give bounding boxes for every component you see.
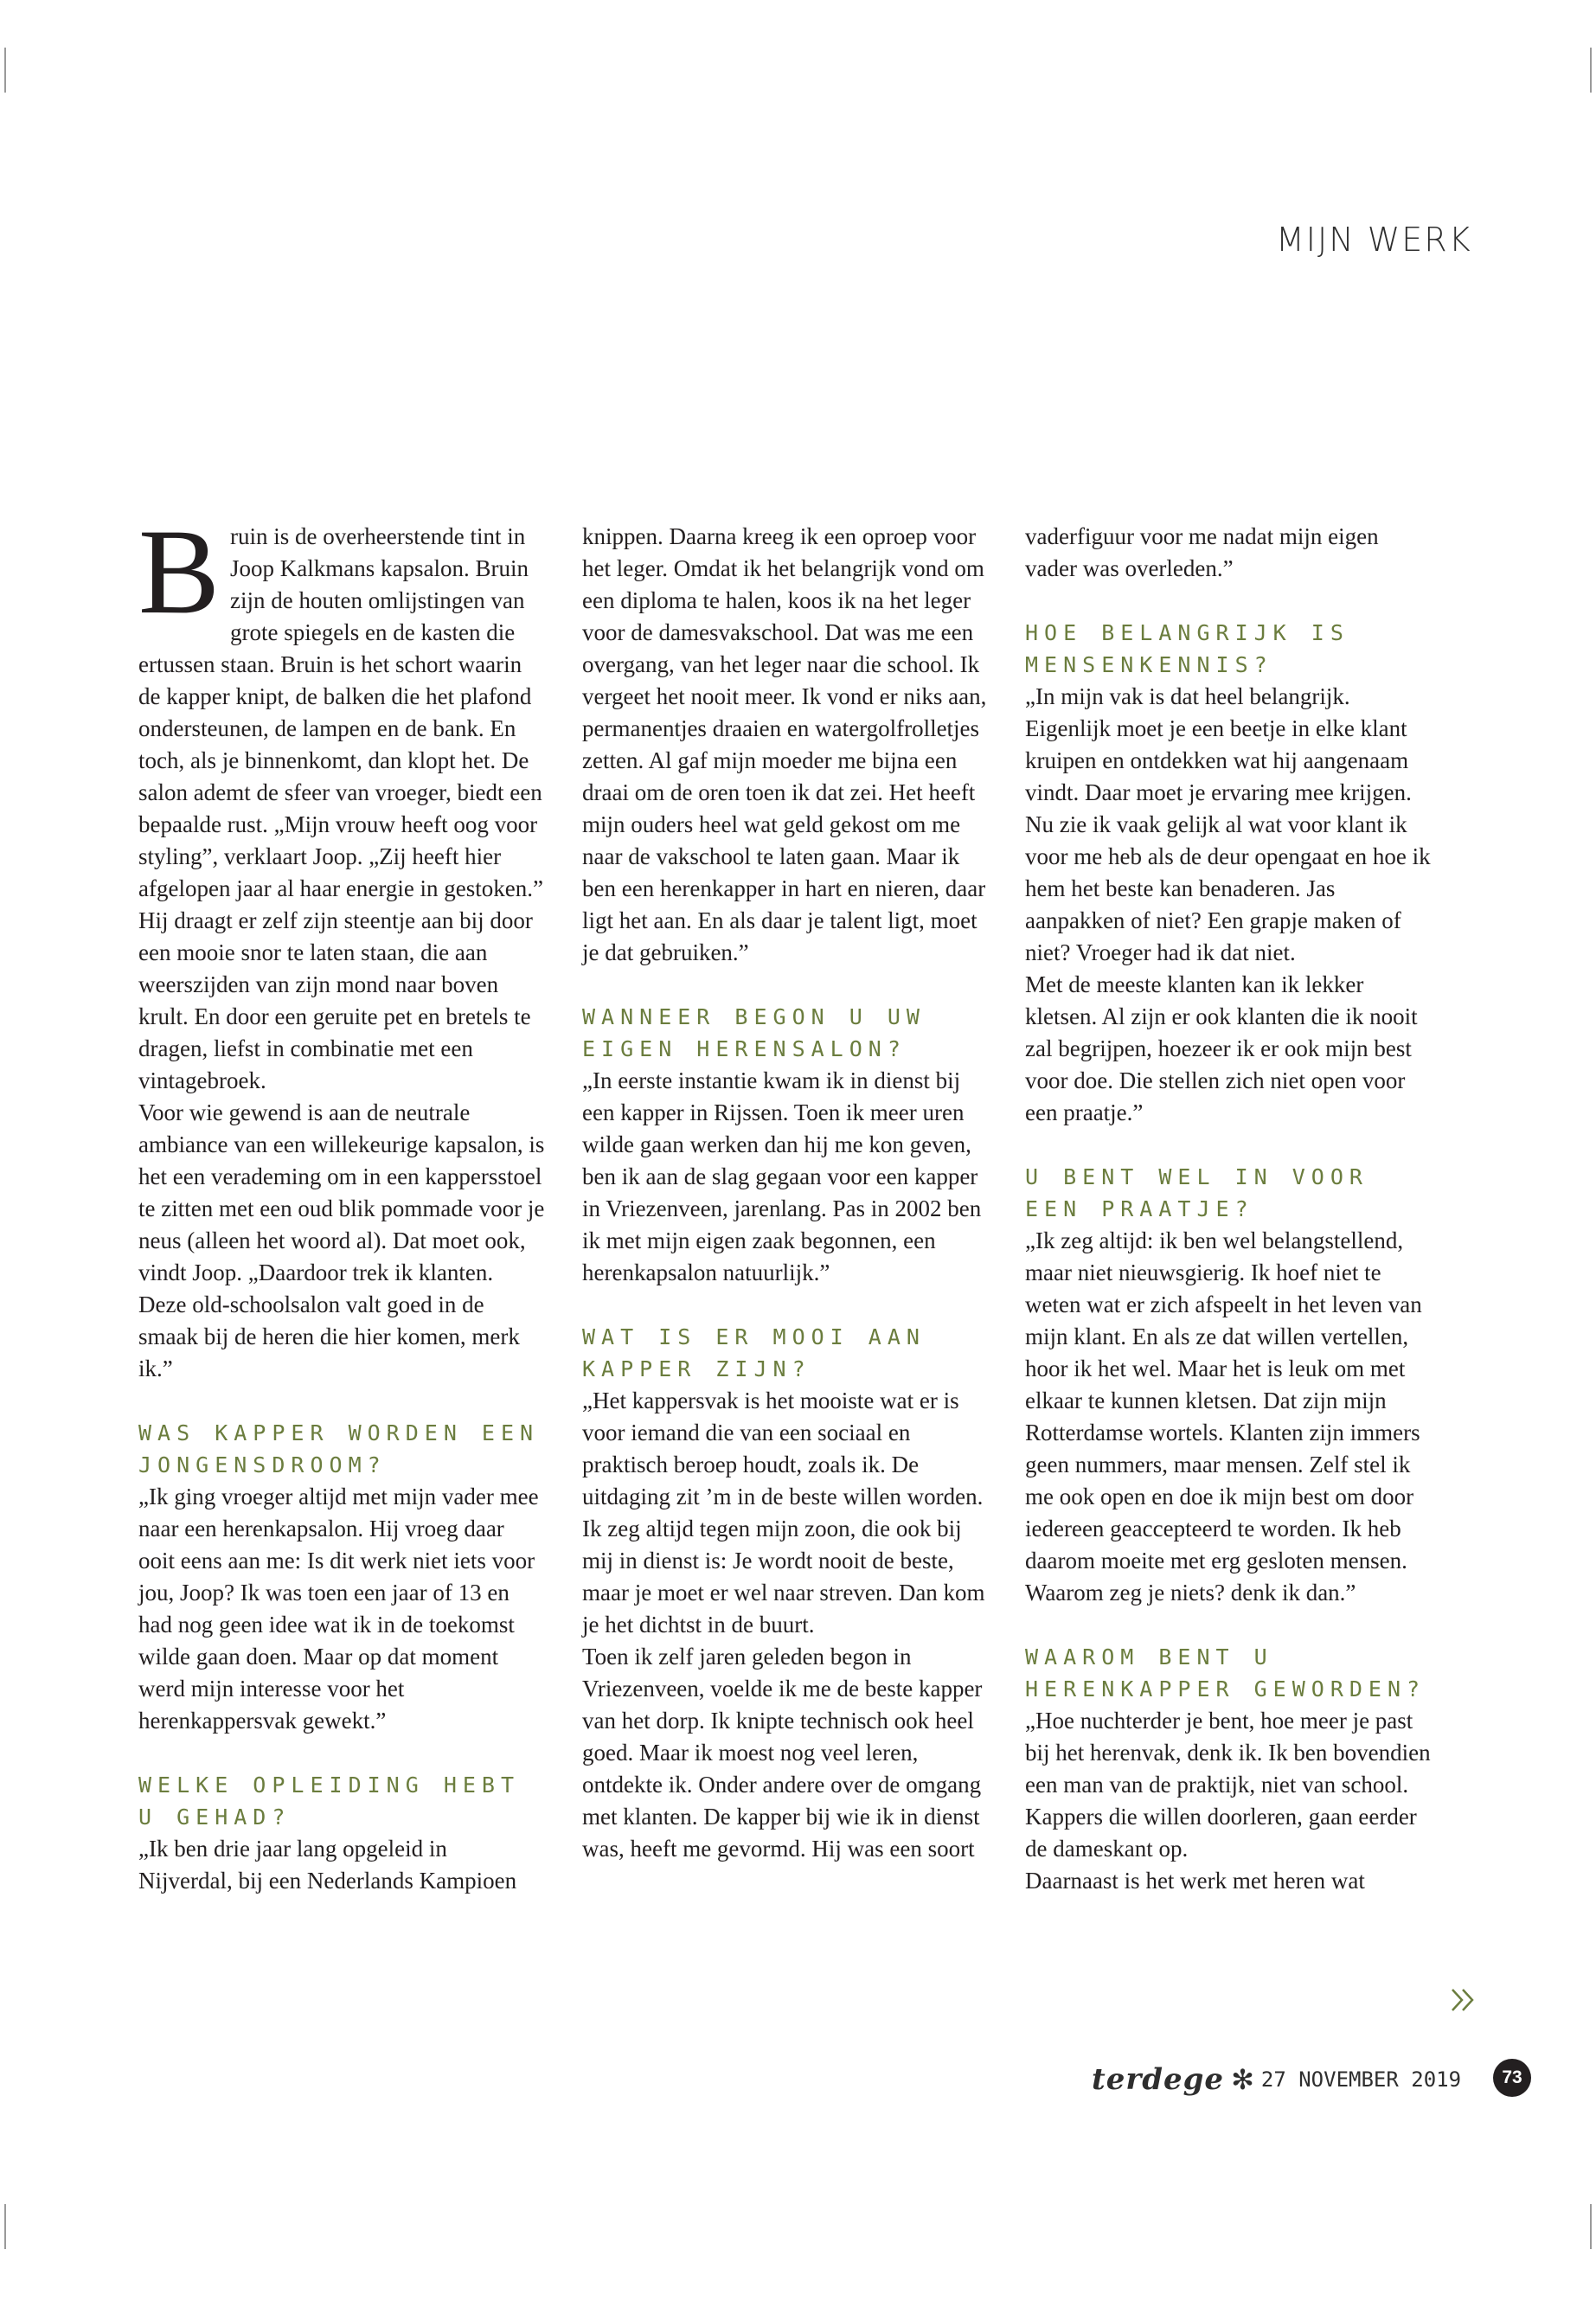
interview-question: HOE BELANGRIJK IS MENSENKENNIS? (1025, 620, 1349, 677)
body-paragraph: Met de meeste klanten kan ik lekker kletsen. Al zijn er ook klanten die ik nooit zal begrijpen, hoezeer ik er ook mijn best voor doe. Die stellen zich niet open voor een praatje.” (1025, 971, 1418, 1125)
interview-question: WANNEER BEGON U UW EIGEN HERENSALON? (582, 1004, 926, 1061)
drop-cap: B (138, 504, 221, 639)
body-text: ruin is de overheerstende tint in Joop Kalkmans kapsalon. Bruin zijn de houten omlijstingen van grote spiegels en de kasten die ertussen staan. Bruin is het schort waarin de kapper knipt, de balken die het plafond ondersteunen, de lampen en de bank. En toch, als je binnenkomt, dan klopt het. De salon ademt de sfeer van vroeger, biedt een bepaalde rust. „Mijn vrouw heeft oog voor styling”, verklaart Joop. „Zij heeft hier afgelopen jaar al haar energie in gestoken.” Hij draagt er zelf zijn steentje aan bij door een mooie snor te laten staan, die aan weerszijden van zijn mond naar boven krult. En door een geruite pet en bretels te dragen, liefst in combinatie met een vintagebroek. (138, 523, 544, 1093)
page-footer (1092, 2057, 1461, 2102)
body-paragraph (138, 504, 545, 1097)
body-paragraph: „In mijn vak is dat heel belangrijk. Eigenlijk moet je een beetje in elke klant kruipen en ontdekken wat hij aangenaam vindt. Daar moet je ervaring mee krijgen. Nu zie ik vaak gelijk al wat voor klant ik voor me heb als de deur opengaat en hoe ik hem het beste kan benaderen. Jas aanpakken of niet? Een grapje maken of niet? Vroeger had ik dat niet. (1025, 683, 1431, 965)
body-paragraph: vaderfiguur voor me nadat mijn eigen vader was overleden.” (1025, 523, 1379, 581)
crop-mark-bottom-left (4, 2204, 6, 2249)
crop-mark-top-left (4, 48, 6, 93)
body-paragraph: „Het kappersvak is het mooiste wat er is voor iemand die van een sociaal en praktisch beroep houdt, zoals ik. De uitdaging zit ’m in de beste willen worden. Ik zeg altijd tegen mijn zoon, die ook bij mij in dienst is: Je wordt nooit de beste, maar je moet er wel naar streven. Dan kom je het dichtst in de buurt. (582, 1388, 985, 1638)
body-paragraph: „Ik zeg altijd: ik ben wel belangstellend, maar niet nieuwsgierig. Ik hoef niet te weten wat er zich afspeelt in het leven van mijn klant. En als ze dat willen vertellen, hoor ik het wel. Maar het is leuk om met elkaar te kunnen kletsen. Dat zijn mijn Rotterdamse wortels. Klanten zijn immers geen nummers, maar mensen. Zelf stel ik me ook open en doe ik mijn best om door iedereen geaccepteerd te worden. Ik heb daarom moeite met erg gesloten mensen. Waarom zeg je niets? denk ik dan.” (1025, 1227, 1422, 1606)
body-paragraph: „In eerste instantie kwam ik in dienst bij een kapper in Rijssen. Toen ik meer uren wilde gaan werken dan hij me kon geven, ben ik aan de slag gegaan voor een kapper in Vriezenveen, jarenlang. Pas in 2002 ben ik met mijn eigen zaak begonnen, een herenkapsalon natuurlijk.” (582, 1067, 982, 1285)
body-paragraph: „Hoe nuchterder je bent, hoe meer je past bij het herenvak, denk ik. Ik ben bovendien een man van de praktijk, niet van school. Kappers die willen doorleren, gaan eerder de dameskant op. (1025, 1708, 1431, 1862)
interview-question: WAT IS ER MOOI AAN KAPPER ZIJN? (582, 1324, 926, 1381)
body-paragraph: „Ik ben drie jaar lang opgeleid in Nijverdal, bij een Nederlands Kampioen (138, 1836, 517, 1894)
interview-question: U BENT WEL IN VOOR EEN PRAATJE? (1025, 1164, 1368, 1221)
body-paragraph: Voor wie gewend is aan de neutrale ambiance van een willekeurige kapsalon, is het een verademing om in een kappersstoel te zitten met een oud blik pommade voor je neus (alleen het woord al). Dat moet ook, vindt Joop. „Daardoor trek ik klanten. Deze old-schoolsalon valt goed in de smaak bij de heren die hier komen, merk ik.” (138, 1099, 545, 1381)
crop-mark-top-right (1590, 48, 1592, 93)
body-paragraph: knippen. Daarna kreeg ik een oproep voor het leger. Omdat ik het belangrijk vond om een diploma te halen, koos ik na het leger voor de damesvakschool. Dat was me een overgang, van het leger naar die school. Ik vergeet het nooit meer. Ik vond er niks aan, permanentjes draaien en watergolfrolletjes zetten. Al gaf mijn moeder me bijna een draai om de oren toen ik dat zei. Het heeft mijn ouders heel wat geld gekost om me naar de vakschool te laten gaan. Maar ik ben een herenkapper in hart en nieren, daar ligt het aan. En als daar je talent ligt, moet je dat gebruiken.” (582, 523, 987, 965)
crop-mark-bottom-right (1590, 2204, 1592, 2249)
article-column-1 (138, 504, 545, 1897)
double-chevron-right-icon (1447, 1984, 1478, 2016)
article-column-3 (1025, 521, 1432, 1897)
body-paragraph: Daarnaast is het werk met heren wat (1025, 1868, 1365, 1894)
interview-question: WELKE OPLEIDING HEBT U GEHAD? (138, 1772, 521, 1830)
page-number-badge: 73 (1493, 2059, 1531, 2097)
section-label: MIJN WERK (1276, 221, 1472, 259)
article-column-2 (582, 521, 989, 1865)
asterisk-icon: ✻ (1231, 2064, 1254, 2095)
interview-question: WAAROM BENT U HERENKAPPER GEWORDEN? (1025, 1644, 1426, 1702)
body-paragraph: Toen ik zelf jaren geleden begon in Vriezenveen, voelde ik me de beste kapper van het dorp. Ik knipte technisch ook heel goed. Maar ik moest nog veel leren, ontdekte ik. Onder andere over de omgang met klanten. De kapper bij wie ik in dienst was, heeft me gevormd. Hij was een soort (582, 1644, 983, 1862)
issue-date: 27 NOVEMBER 2019 (1260, 2067, 1462, 2092)
body-paragraph: „Ik ging vroeger altijd met mijn vader mee naar een herenkapsalon. Hij vroeg daar ooit eens aan me: Is dit werk niet iets voor jou, Joop? Ik was toen een jaar of 13 en had nog geen idee wat ik in de toekomst wilde gaan doen. Maar op dat moment werd mijn interesse voor het herenkappersvak gewekt.” (138, 1484, 539, 1734)
interview-question: WAS KAPPER WORDEN EEN JONGENSDROOM? (138, 1420, 540, 1477)
magazine-logo: terdege (1092, 2062, 1225, 2097)
